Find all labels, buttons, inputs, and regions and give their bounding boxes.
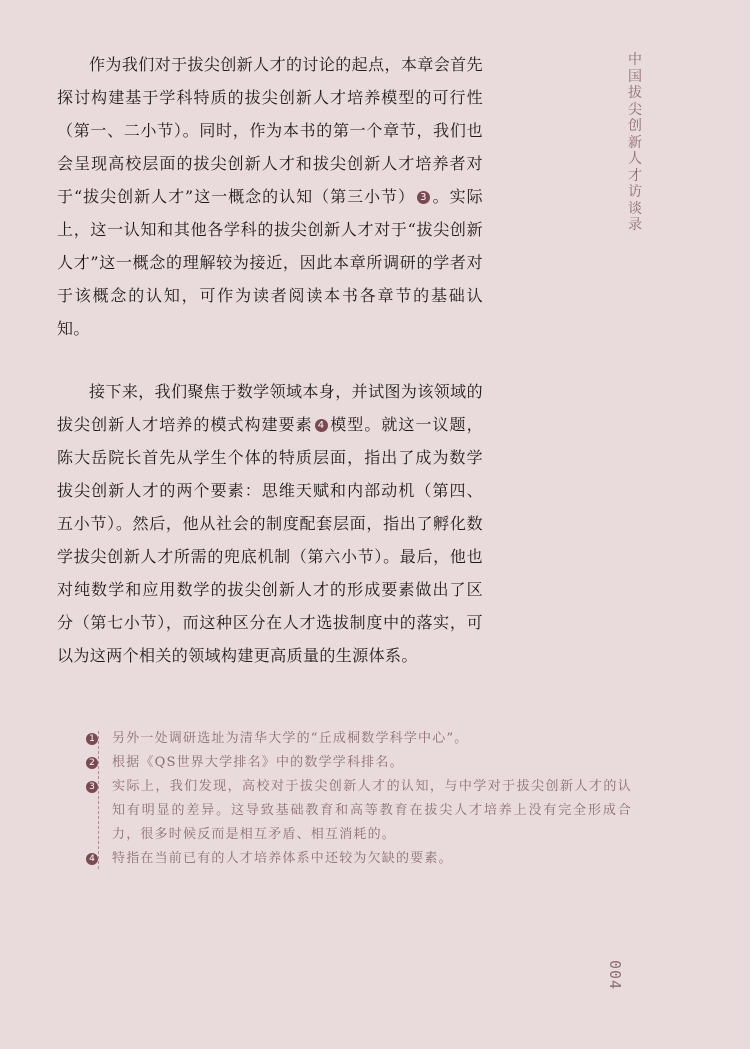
paragraph-2-text-a: 接下来，我们聚焦于数学领域本身，并试图为该领域的拔尖创新人才培养的模式构建要素 xyxy=(57,382,483,434)
footnote-ref-4[interactable]: 4 xyxy=(315,419,328,432)
paragraph-2-text-b: 模型。就这一议题，陈大岳院长首先从学生个体的特质层面，指出了成为数学拔尖创新人才的两个要素：思维天赋和内部动机（第四、五小节）。然后，他从社会的制度配套层面，指出了孵化数学拔尖创新人才所需的兜底机制（第六小节）。最后，他也对纯数学和应用数学的拔尖创新人才的形成要素做出了区分（第七小节），而这种区分在人才选拔制度中的落实，可以为这两个相关的领域构建更高质量的生源体系。 xyxy=(57,415,483,665)
footnote-number-badge: 3 xyxy=(86,781,98,793)
footnote-ref-3[interactable]: 3 xyxy=(417,191,430,204)
page-number: 004 xyxy=(606,960,624,991)
paragraph-1-text-b: 。实际上，这一认知和其他各学科的拔尖创新人才对于“拔尖创新人才”这一概念的理解较为接近，因此本章所调研的学者对于该概念的认知，可作为读者阅读本书各章节的基础认知。 xyxy=(57,187,483,338)
footnote-number-badge: 4 xyxy=(86,853,98,865)
footnote-text: 根据《QS世界大学排名》中的数学学科排名。 xyxy=(112,755,404,770)
main-text xyxy=(57,48,483,672)
paragraph-1-text-a: 作为我们对于拔尖创新人才的讨论的起点，本章会首先探讨构建基于学科特质的拔尖创新人才培养模型的可行性（第一、二小节）。同时，作为本书的第一个章节，我们也会呈现高校层面的拔尖创新人才和拔尖创新人才培养者对于“拔尖创新人才”这一概念的认知（第三小节） xyxy=(57,55,483,206)
footnote-text: 另外一处调研选址为清华大学的“丘成桐数学科学中心”。 xyxy=(112,731,469,746)
paragraph-1 xyxy=(57,48,483,345)
footnote-4 xyxy=(86,847,632,871)
footnote-number-badge: 1 xyxy=(86,733,98,745)
running-header-book-title: 中国拔尖创新人才访谈录 xyxy=(628,52,642,233)
footnotes xyxy=(86,727,632,871)
footnote-1 xyxy=(86,727,632,751)
footnote-text: 特指在当前已有的人才培养体系中还较为欠缺的要素。 xyxy=(112,851,453,866)
footnote-number-badge: 2 xyxy=(86,757,98,769)
footnote-text: 实际上，我们发现，高校对于拔尖创新人才的认知，与中学对于拔尖创新人才的认知有明显的差异。这导致基础教育和高等教育在拔尖人才培养上没有完全形成合力，很多时候反而是相互矛盾、相互消耗的。 xyxy=(112,779,632,842)
footnote-2 xyxy=(86,751,632,775)
paragraph-2 xyxy=(57,375,483,672)
footnote-3 xyxy=(86,775,632,847)
